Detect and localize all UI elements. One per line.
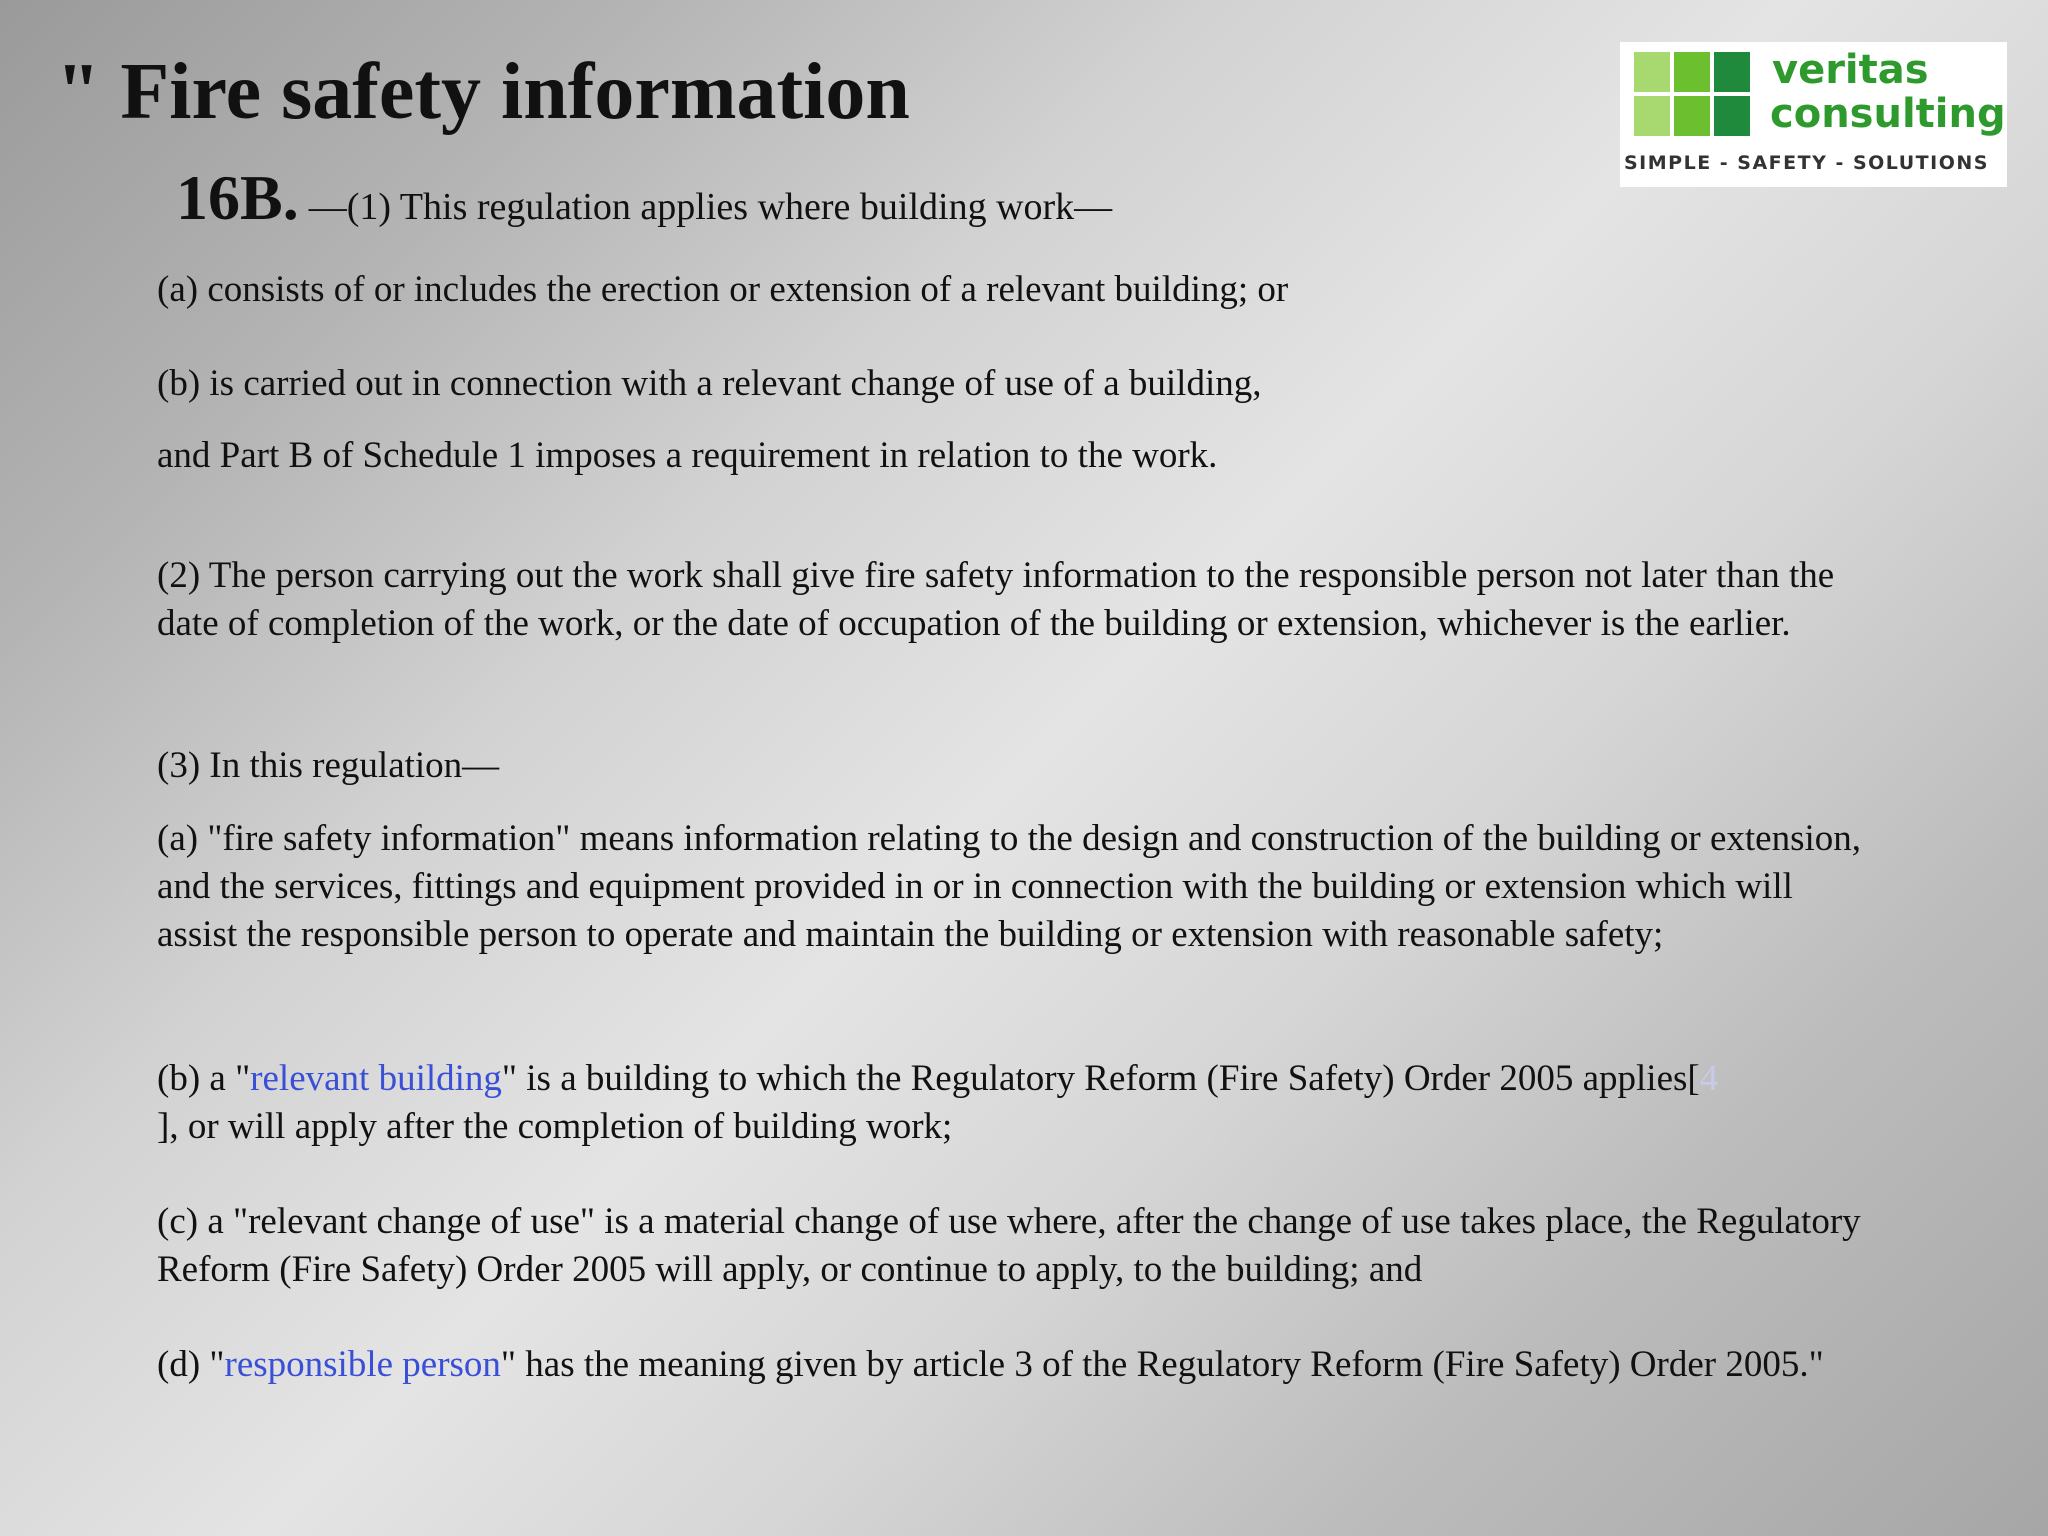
veritas-logo	[1620, 42, 2007, 187]
paragraph-1c: and Part B of Schedule 1 imposes a requirement in relation to the work.	[157, 435, 1218, 476]
paragraph-3d-post: " has the meaning given by article 3 of the Regulatory Reform (Fire Safety) Order 2005."	[500, 1344, 1824, 1385]
logo-squares-icon	[1634, 52, 1754, 140]
paragraph-3b-pre: (b) a "	[157, 1058, 251, 1099]
paragraph-1a: (a) consists of or includes the erection or extension of a relevant building; or	[157, 269, 1289, 310]
paragraph-3: (3) In this regulation—	[157, 745, 500, 786]
page-title: " Fire safety information	[56, 48, 910, 136]
logo-square	[1634, 52, 1670, 92]
paragraph-3d	[157, 1341, 1877, 1389]
logo-square	[1674, 52, 1710, 92]
paragraph-3d-pre: (d) "	[157, 1344, 225, 1385]
paragraph-3a: (a) "fire safety information" means information relating to the design and construction of the building or extension, and the services, fittings and equipment provided in or in connection with the building or extension which will assist the responsible person to operate and maintain the building or extension with reasonable safety;	[157, 818, 1862, 955]
logo-word-veritas: veritas	[1772, 47, 1929, 93]
logo-tagline: SIMPLE - SAFETY - SOLUTIONS	[1624, 152, 1989, 174]
logo-square	[1714, 52, 1750, 92]
paragraph-2: (2) The person carrying out the work shall give fire safety information to the responsible person not later than the date of completion of the work, or the date of occupation of the building or extension, whichever is the earlier.	[157, 555, 1835, 644]
paragraph-3b-post: ], or will apply after the completion of building work;	[157, 1106, 953, 1147]
logo-word-consulting: consulting	[1770, 91, 2006, 137]
paragraph-3b	[157, 1055, 1877, 1151]
regulation-heading	[176, 162, 1113, 233]
responsible-person-link[interactable]: responsible person	[224, 1344, 501, 1385]
paragraph-1b: (b) is carried out in connection with a relevant change of use of a building,	[157, 363, 1262, 404]
regulation-intro: —(1) This regulation applies where building work—	[308, 186, 1113, 228]
logo-square	[1674, 96, 1710, 136]
relevant-building-link[interactable]: relevant building	[250, 1058, 502, 1099]
logo-square	[1634, 96, 1670, 136]
paragraph-3c: (c) a "relevant change of use" is a material change of use where, after the change of use takes place, the Regulatory Reform (Fire Safety) Order 2005 will apply, or continue to apply, to the building; and	[157, 1201, 1861, 1290]
regulation-number: 16B.	[176, 162, 299, 233]
paragraph-3b-mid: " is a building to which the Regulatory Reform (Fire Safety) Order 2005 applies[	[501, 1058, 1700, 1099]
logo-square	[1714, 96, 1750, 136]
footnote-ref-link[interactable]: 4	[1699, 1058, 1719, 1099]
